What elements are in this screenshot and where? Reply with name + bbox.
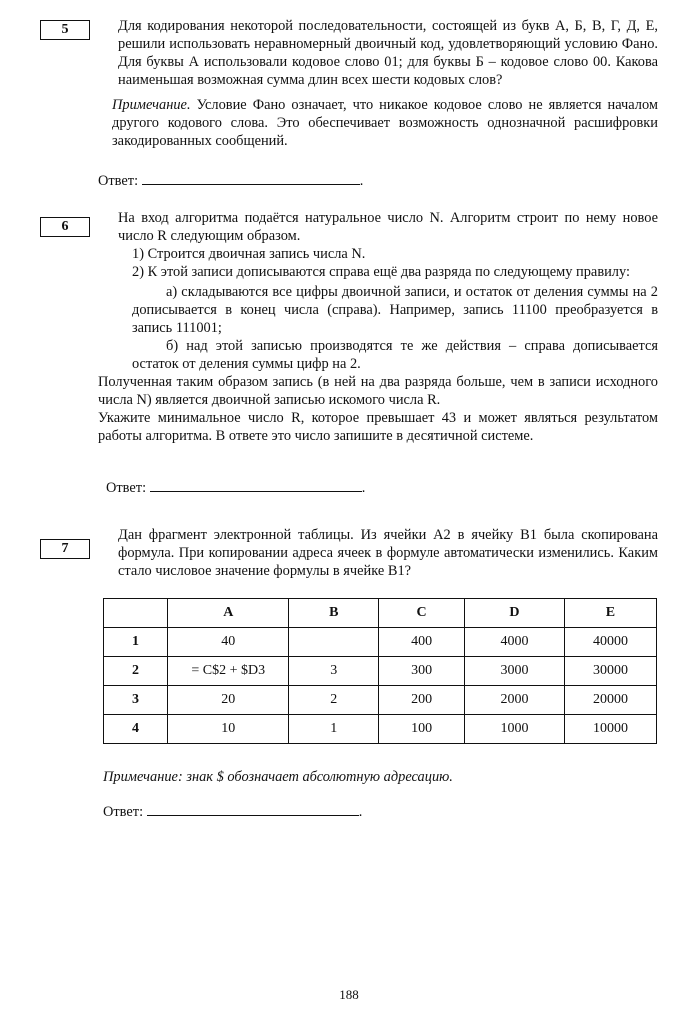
cell-e1: 40000 [564, 628, 656, 657]
spreadsheet-table [103, 598, 657, 744]
row-header-1: 1 [104, 628, 168, 657]
cell-c1: 400 [379, 628, 465, 657]
task-5-note [98, 96, 658, 150]
task-6-step1: 1) Строится двоичная запись числа N. [132, 246, 366, 262]
cell-c2: 300 [379, 657, 465, 686]
cell-d4: 1000 [465, 715, 565, 744]
page-number: 188 [339, 987, 359, 1002]
column-header-b: B [289, 599, 379, 628]
cell-a2: = C$2 + $D3 [168, 657, 289, 686]
cell-a1: 40 [168, 628, 289, 657]
cell-b3: 2 [289, 686, 379, 715]
task-5-answer-label: Ответ: [98, 173, 139, 189]
cell-d3: 2000 [465, 686, 565, 715]
cell-e2: 30000 [564, 657, 656, 686]
task-6-step2a: а) складываются все цифры двоичной записи, и остаток от деления суммы на 2 дописывается в конец числа (справа). Например, запись 11100 преобразуется в запись 111001; [132, 284, 658, 336]
table-row [104, 657, 657, 686]
table-row [104, 628, 657, 657]
table-row [104, 686, 657, 715]
task-7-question: Дан фрагмент электронной таблицы. Из ячейки A2 в ячейку B1 была скопирована формула. При копировании адреса ячеек в формуле автоматически изменились. Каким стало числовое значение формулы в ячейке B1? [118, 527, 658, 579]
row-header-2: 2 [104, 657, 168, 686]
table-header-row [104, 599, 657, 628]
task-7-answer: Ответ: . [103, 804, 363, 820]
table-row [104, 715, 657, 744]
task-5-note-label: Примечание. [112, 97, 191, 113]
cell-b1 [289, 628, 379, 657]
cell-c4: 100 [379, 715, 465, 744]
cell-c3: 200 [379, 686, 465, 715]
row-header-3: 3 [104, 686, 168, 715]
task-5-answer: Ответ: . [98, 173, 364, 189]
cell-d2: 3000 [465, 657, 565, 686]
task-7-text [118, 526, 658, 580]
task-6-question: Укажите минимальное число R, которое превышает 43 и может являться результатом работы алгоритма. В ответе это число запишите в десятичной системе. [98, 410, 658, 444]
task-7-note: Примечание: знак $ обозначает абсолютную адресацию. [103, 769, 453, 785]
task-6-intro: На вход алгоритма подаётся натуральное число N. Алгоритм строит по нему новое число R следующим образом. [118, 210, 658, 244]
column-header-d: D [465, 599, 565, 628]
task-6-step2: 2) К этой записи дописываются справа ещё два разряда по следующему правилу: [132, 264, 630, 280]
task-7-number-box: 7 [40, 539, 90, 559]
cell-a3: 20 [168, 686, 289, 715]
cell-d1: 4000 [465, 628, 565, 657]
column-header-c: C [379, 599, 465, 628]
task-6-number-box: 6 [40, 217, 90, 237]
task-6-text [98, 209, 658, 445]
task-5-answer-field[interactable] [142, 172, 360, 185]
cell-b4: 1 [289, 715, 379, 744]
task-6-result: Полученная таким образом запись (в ней на два разряда больше, чем в записи исходного числа N) является двоичной записью искомого числа R. [98, 374, 658, 408]
task-7-answer-label: Ответ: [103, 804, 144, 820]
cell-b2: 3 [289, 657, 379, 686]
cell-e4: 10000 [564, 715, 656, 744]
table-corner-cell [104, 599, 168, 628]
task-5-number-box: 5 [40, 20, 90, 40]
task-6-answer-field[interactable] [150, 479, 362, 492]
column-header-e: E [564, 599, 656, 628]
task-5-note-text: Условие Фано означает, что никакое кодовое слово не является началом другого кодового слова. Это обеспечивает возможность однозначной расшифровки закодированных сообщений. [112, 97, 658, 149]
cell-a4: 10 [168, 715, 289, 744]
cell-e3: 20000 [564, 686, 656, 715]
row-header-4: 4 [104, 715, 168, 744]
task-6-answer: Ответ: . [106, 480, 366, 496]
column-header-a: A [168, 599, 289, 628]
task-6-answer-label: Ответ: [106, 480, 147, 496]
task-6-step2b: б) над этой записью производятся те же действия – справа дописывается остаток от деления суммы цифр на 2. [132, 338, 658, 372]
task-5-text [118, 17, 658, 89]
task-7-answer-field[interactable] [147, 803, 359, 816]
task-5-question: Для кодирования некоторой последовательности, состоящей из букв А, Б, В, Г, Д, Е, решили использовать неравномерный двоичный код, удовлетворяющий условию Фано. Для буквы А использовали кодовое слово 01; для буквы Б – кодовое слово 00. Какова наименьшая возможная сумма длин всех шести кодовых слов? [118, 18, 658, 88]
